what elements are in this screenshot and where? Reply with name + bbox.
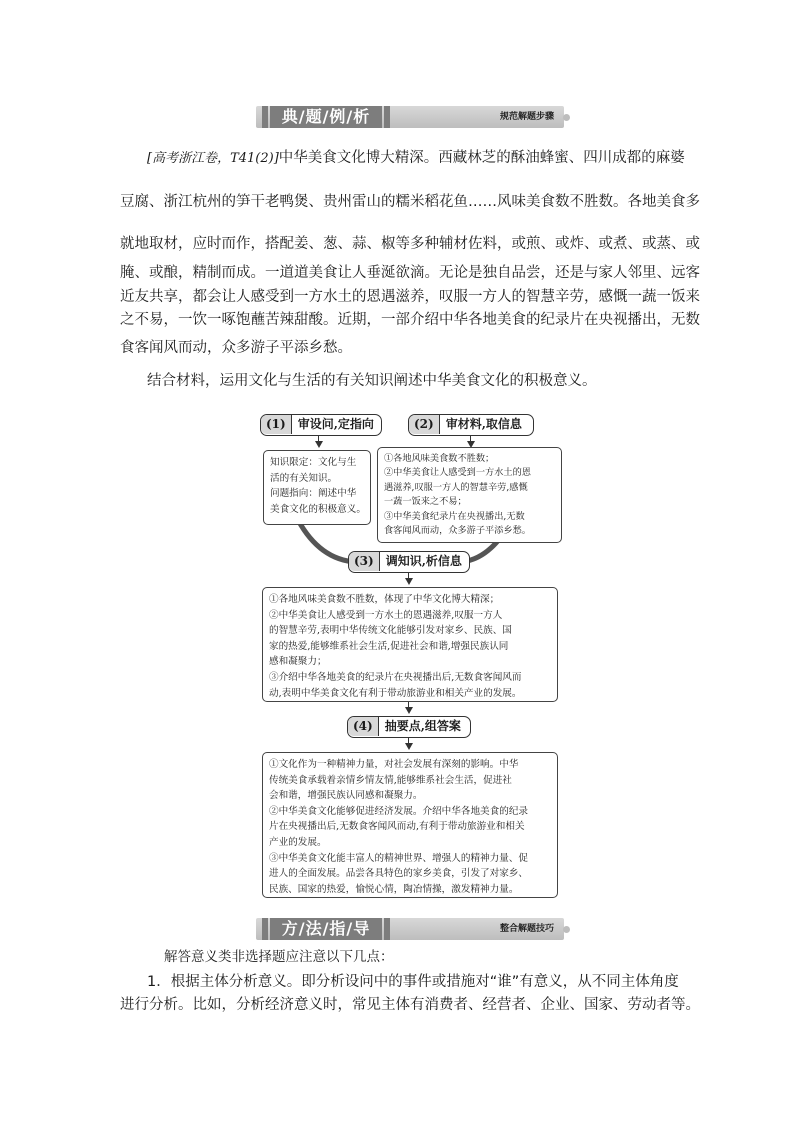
box-knowledge-analysis [262, 587, 558, 702]
banner-title: 方/法/指/导 [270, 918, 382, 940]
section-banner-example [256, 106, 564, 128]
section-banner-method [256, 918, 564, 940]
box3-line: ①各地风味美食数不胜数，体现了中华文化博大精深； [269, 594, 500, 605]
box4-line: ③中华美食文化能丰富人的精神世界、增强人的精神力量、促 [269, 852, 529, 864]
step-3-box [348, 551, 470, 573]
question-prompt: 结合材料，运用文化与生活的有关知识阐述中华美食文化的积极意义。 [147, 373, 597, 389]
question-line-3: 就地取材，应时而作，搭配姜、葱、蒜、椒等多种辅材佐料，或煎、或炸、或煮、或蒸、或 [120, 236, 700, 252]
box3-line: 感和凝聚力； [269, 656, 327, 668]
box4-line: 产业的发展。 [269, 836, 327, 848]
box3-line: ②中华美食让人感受到一方水土的恩遇滋养,叹服一方人 [269, 609, 503, 621]
question-line-1 [147, 148, 685, 169]
method-line-2: 进行分析。比如，分析经济意义时，常见主体有消费者、经营者、企业、国家、劳动者等。 [120, 997, 700, 1013]
step-2-number: (2) [409, 415, 440, 434]
box-answer [262, 752, 558, 898]
banner-tag: 整合解题技巧 [499, 924, 554, 934]
banner-tag: 规范解题步骤 [499, 112, 554, 122]
step-1-label: 审设问,定指向 [297, 417, 374, 431]
box4-line: 进人的全面发展。品尝各具特色的家乡美食，引发了对家乡、 [269, 868, 529, 880]
box4-line: 民族、国家的热爱，愉悦心情，陶冶情操，激发精神力量。 [269, 883, 519, 895]
step-3-label: 调知识,析信息 [385, 554, 462, 568]
box3-line: ③介绍中华各地美食的纪录片在央视播出后,无数食客闻风而 [269, 671, 522, 683]
box-material-info [377, 447, 562, 543]
box2-line: 一蔬一饭来之不易； [384, 496, 467, 508]
arrow-1-head [315, 441, 323, 448]
box4-line: ②中华美食文化能够促进经济发展。介绍中华各地美食的纪录 [269, 805, 529, 817]
step-2-label: 审材料,取信息 [445, 417, 522, 431]
step-4-label: 抽要点,组答案 [384, 719, 461, 733]
question-line-2: 豆腐、浙江杭州的笋干老鸭煲、贵州雷山的糯米稻花鱼……风味美食数不胜数。各地美食多 [120, 194, 700, 210]
question-line-4: 腌、或酿，精制而成。一道道美食让人垂涎欲滴。无论是独自品尝，还是与家人邻里、远客 [120, 265, 700, 281]
box1-line: 问题指向：阐述中华 [270, 488, 357, 500]
arrow-3-head [405, 578, 413, 585]
box2-line: ②中华美食让人感受到一方水土的恩 [384, 467, 531, 479]
question-line-7: 食客闻风而动，众多游子平添乡愁。 [120, 340, 352, 356]
question-text: 中华美食文化博大精深。西藏林芝的酥油蜂蜜、四川成都的麻婆 [278, 150, 685, 166]
box4-line: ①文化作为一种精神力量，对社会发展有深刻的影响。中华 [269, 759, 519, 770]
arrow-4-head [405, 707, 413, 714]
box2-line: 食客闻风而动，众多游子平添乡愁。 [384, 525, 531, 537]
box1-line: 活的有关知识。 [270, 472, 338, 484]
box2-line: ①各地风味美食数不胜数； [384, 453, 495, 464]
box1-line: 知识限定：文化与生 [270, 457, 357, 468]
box4-line: 会和谐，增强民族认同感和凝聚力。 [269, 790, 423, 802]
box-question-analysis [263, 450, 371, 525]
box3-line: 动,表明中华美食文化有利于带动旅游业和相关产业的发展。 [269, 687, 522, 699]
box1-line: 美食文化的积极意义。 [270, 503, 366, 515]
box4-line: 片在央视播出后,无数食客闻风而动,有利于带动旅游业和相关 [269, 821, 525, 833]
box4-line: 传统美食承载着亲情乡情友情,能够维系社会生活，促进社 [269, 774, 512, 786]
step-1-box [260, 414, 382, 436]
banner-title: 典/题/例/析 [270, 106, 382, 128]
box3-line: 的智慧辛劳,表明中华传统文化能够引发对家乡、民族、国 [269, 625, 512, 637]
question-line-6: 之不易，一饮一啄饱蘸苦辣甜酸。近期，一部介绍中华各地美食的纪录片在央视播出，无数 [120, 312, 700, 328]
box2-line: 遇滋养,叹服一方人的智慧辛劳,感慨 [384, 481, 528, 493]
method-line-1: 1．根据主体分析意义。即分析设问中的事件或措施对“谁”有意义，从不同主体角度 [147, 974, 679, 990]
step-3-number: (3) [349, 552, 380, 571]
box2-line: ③中华美食纪录片在央视播出,无数 [384, 510, 525, 522]
step-1-number: (1) [261, 415, 292, 434]
question-source: [高考浙江卷，T41(2)] [147, 151, 279, 166]
box3-line: 家的热爱,能够维系社会生活,促进社会和谐,增强民族认同 [269, 640, 509, 652]
question-line-5: 近友共享，都会让人感受到一方水土的恩遇滋养，叹服一方人的智慧辛劳，感慨一蔬一饭来 [120, 289, 700, 305]
step-4-number: (4) [348, 717, 379, 736]
method-intro: 解答意义类非选择题应注意以下几点： [164, 949, 394, 965]
step-4-box [347, 716, 471, 738]
step-2-box [408, 414, 534, 436]
arrow-5-head [405, 743, 413, 750]
